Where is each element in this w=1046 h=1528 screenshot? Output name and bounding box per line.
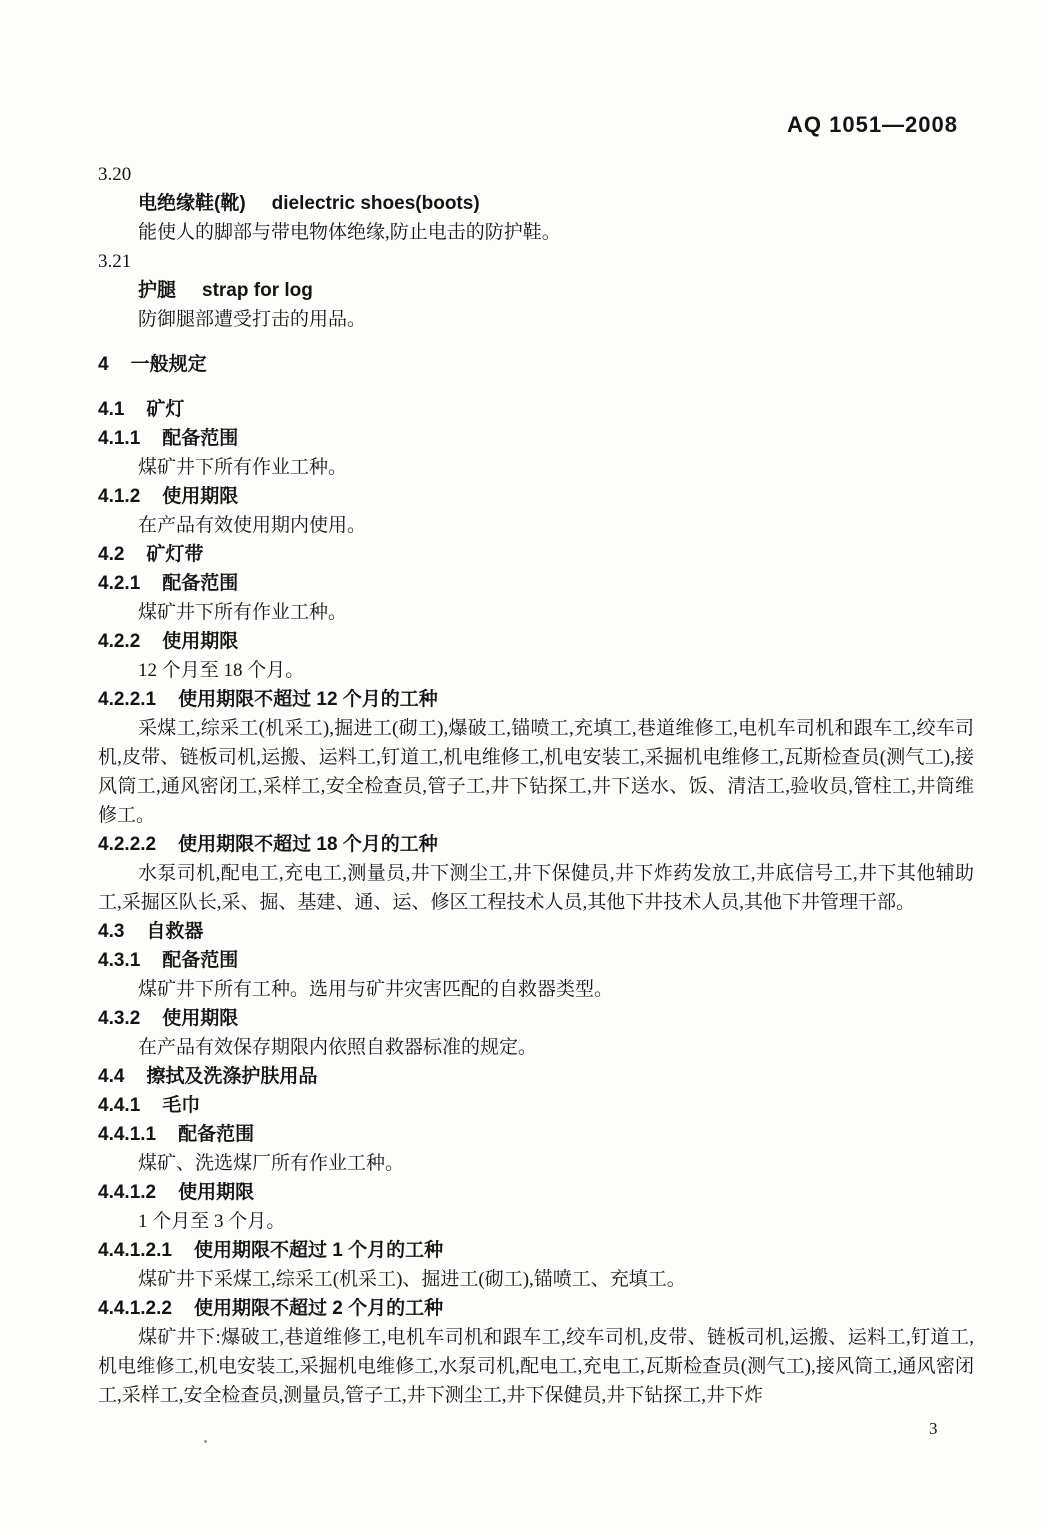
clause-title: 矿灯带 <box>146 544 204 565</box>
term-definition: 防御腿部遭受打击的用品。 <box>138 309 367 330</box>
clause-title: 使用期限不超过 12 个月的工种 <box>178 689 438 710</box>
page-number: 3 <box>929 1419 938 1438</box>
clause-number: 4.4 <box>98 1066 125 1087</box>
clause-number: 4.1.2 <box>98 486 141 507</box>
chapter-title: 一般规定 <box>130 354 207 375</box>
clause-title: 使用期限不超过 18 个月的工种 <box>178 834 438 855</box>
clause-body: 煤矿、洗选煤厂所有作业工种。 <box>138 1153 405 1174</box>
clause-heading <box>98 482 974 511</box>
term-zh: 护腿 <box>138 280 177 301</box>
clause-body: 煤矿井下所有作业工种。 <box>138 602 348 623</box>
clause-number: 4.4.1.1 <box>98 1124 157 1145</box>
clause-title: 配备范围 <box>178 1124 255 1145</box>
clause-title: 毛巾 <box>162 1095 201 1116</box>
clause-body: 煤矿井下:爆破工,巷道维修工,电机车司机和跟车工,绞车司机,皮带、链板司机,运搬、运料工,钉道工,机电维修工,机电安装工,采掘机电维修工,水泵司机,配电工,充电工,瓦斯检查员(测气工),接风筒工,通风密闭工,采样工,安全检查员,测量员,管子工,井下测尘工,井下保健员,井下钻探工,井下炸 <box>98 1327 974 1406</box>
clause-title: 配备范围 <box>162 573 239 594</box>
clause-number: 4.1 <box>98 399 125 420</box>
clause-title: 擦拭及洗涤护肤用品 <box>146 1066 318 1087</box>
clause-title: 自救器 <box>146 921 204 942</box>
term-line <box>98 189 974 218</box>
clause-number: 4.1.1 <box>98 428 141 449</box>
clause-heading <box>98 627 974 656</box>
clause-heading <box>98 395 974 424</box>
clause-number: 4.2 <box>98 544 125 565</box>
clause-number: 4.2.2.2 <box>98 834 157 855</box>
clause-number: 4.3.2 <box>98 1008 141 1029</box>
scan-speck <box>204 1440 207 1443</box>
clause-body: 在产品有效使用期内使用。 <box>138 515 367 536</box>
clause-body: 煤矿井下采煤工,综采工(机采工)、掘进工(砌工),锚喷工、充填工。 <box>138 1269 686 1290</box>
term-line <box>98 276 974 305</box>
clause-number: 4.2.1 <box>98 573 141 594</box>
chapter-number: 4 <box>98 354 109 375</box>
term-number: 3.21 <box>98 251 132 272</box>
clause-title: 使用期限 <box>162 1008 239 1029</box>
clause-title: 使用期限不超过 2 个月的工种 <box>193 1298 444 1319</box>
clause-title: 使用期限 <box>178 1182 255 1203</box>
clause-number: 4.2.2.1 <box>98 689 157 710</box>
clause-title: 使用期限 <box>162 486 239 507</box>
term-zh: 电绝缘鞋(靴) <box>138 193 246 214</box>
clause-number: 4.3.1 <box>98 950 141 971</box>
clause-heading <box>98 1178 974 1207</box>
clause-heading <box>98 424 974 453</box>
clause-body: 在产品有效保存期限内依照自救器标准的规定。 <box>138 1037 538 1058</box>
term-definition: 能使人的脚部与带电物体绝缘,防止电击的防护鞋。 <box>138 222 561 243</box>
clause-heading <box>98 830 974 859</box>
clause-number: 4.4.1.2.2 <box>98 1298 172 1319</box>
clause-number: 4.3 <box>98 921 125 942</box>
clause-title: 配备范围 <box>162 950 239 971</box>
clause-heading <box>98 1294 974 1323</box>
content-column <box>98 160 974 1410</box>
term-en: dielectric shoes(boots) <box>271 193 480 214</box>
clause-heading <box>98 685 974 714</box>
term-en: strap for log <box>202 280 313 301</box>
clause-heading <box>98 917 974 946</box>
chapter-heading <box>98 350 974 379</box>
clause-body: 1 个月至 3 个月。 <box>138 1211 286 1232</box>
clause-number: 4.2.2 <box>98 631 141 652</box>
term-number: 3.20 <box>98 164 132 185</box>
clause-body: 煤矿井下所有工种。选用与矿井灾害匹配的自救器类型。 <box>138 979 614 1000</box>
standard-code: AQ 1051—2008 <box>787 112 958 137</box>
clause-body: 水泵司机,配电工,充电工,测量员,井下测尘工,井下保健员,井下炸药发放工,井底信号工,井下其他辅助工,采掘区队长,采、掘、基建、通、运、修区工程技术人员,其他下井技术人员,其他下井管理干部。 <box>98 863 974 913</box>
clause-heading <box>98 1120 974 1149</box>
clause-number: 4.4.1 <box>98 1095 141 1116</box>
clause-title: 矿灯 <box>146 399 185 420</box>
clause-title: 配备范围 <box>162 428 239 449</box>
clause-body: 采煤工,综采工(机采工),掘进工(砌工),爆破工,锚喷工,充填工,巷道维修工,电机车司机和跟车工,绞车司机,皮带、链板司机,运搬、运料工,钉道工,机电维修工,机电安装工,采掘机电维修工,瓦斯检查员(测气工),接风筒工,通风密闭工,采样工,安全检查员,管子工,井下钻探工,井下送水、饭、清洁工,验收员,管柱工,井筒维修工。 <box>98 718 974 826</box>
clause-title: 使用期限 <box>162 631 239 652</box>
clause-heading <box>98 1062 974 1091</box>
clause-body: 煤矿井下所有作业工种。 <box>138 457 348 478</box>
clause-title: 使用期限不超过 1 个月的工种 <box>193 1240 444 1261</box>
clause-heading <box>98 540 974 569</box>
clause-number: 4.4.1.2.1 <box>98 1240 172 1261</box>
clause-heading <box>98 569 974 598</box>
clause-heading <box>98 1236 974 1265</box>
clause-body: 12 个月至 18 个月。 <box>138 660 305 681</box>
clause-heading <box>98 1004 974 1033</box>
clause-number: 4.4.1.2 <box>98 1182 157 1203</box>
clause-heading <box>98 946 974 975</box>
clause-heading <box>98 1091 974 1120</box>
